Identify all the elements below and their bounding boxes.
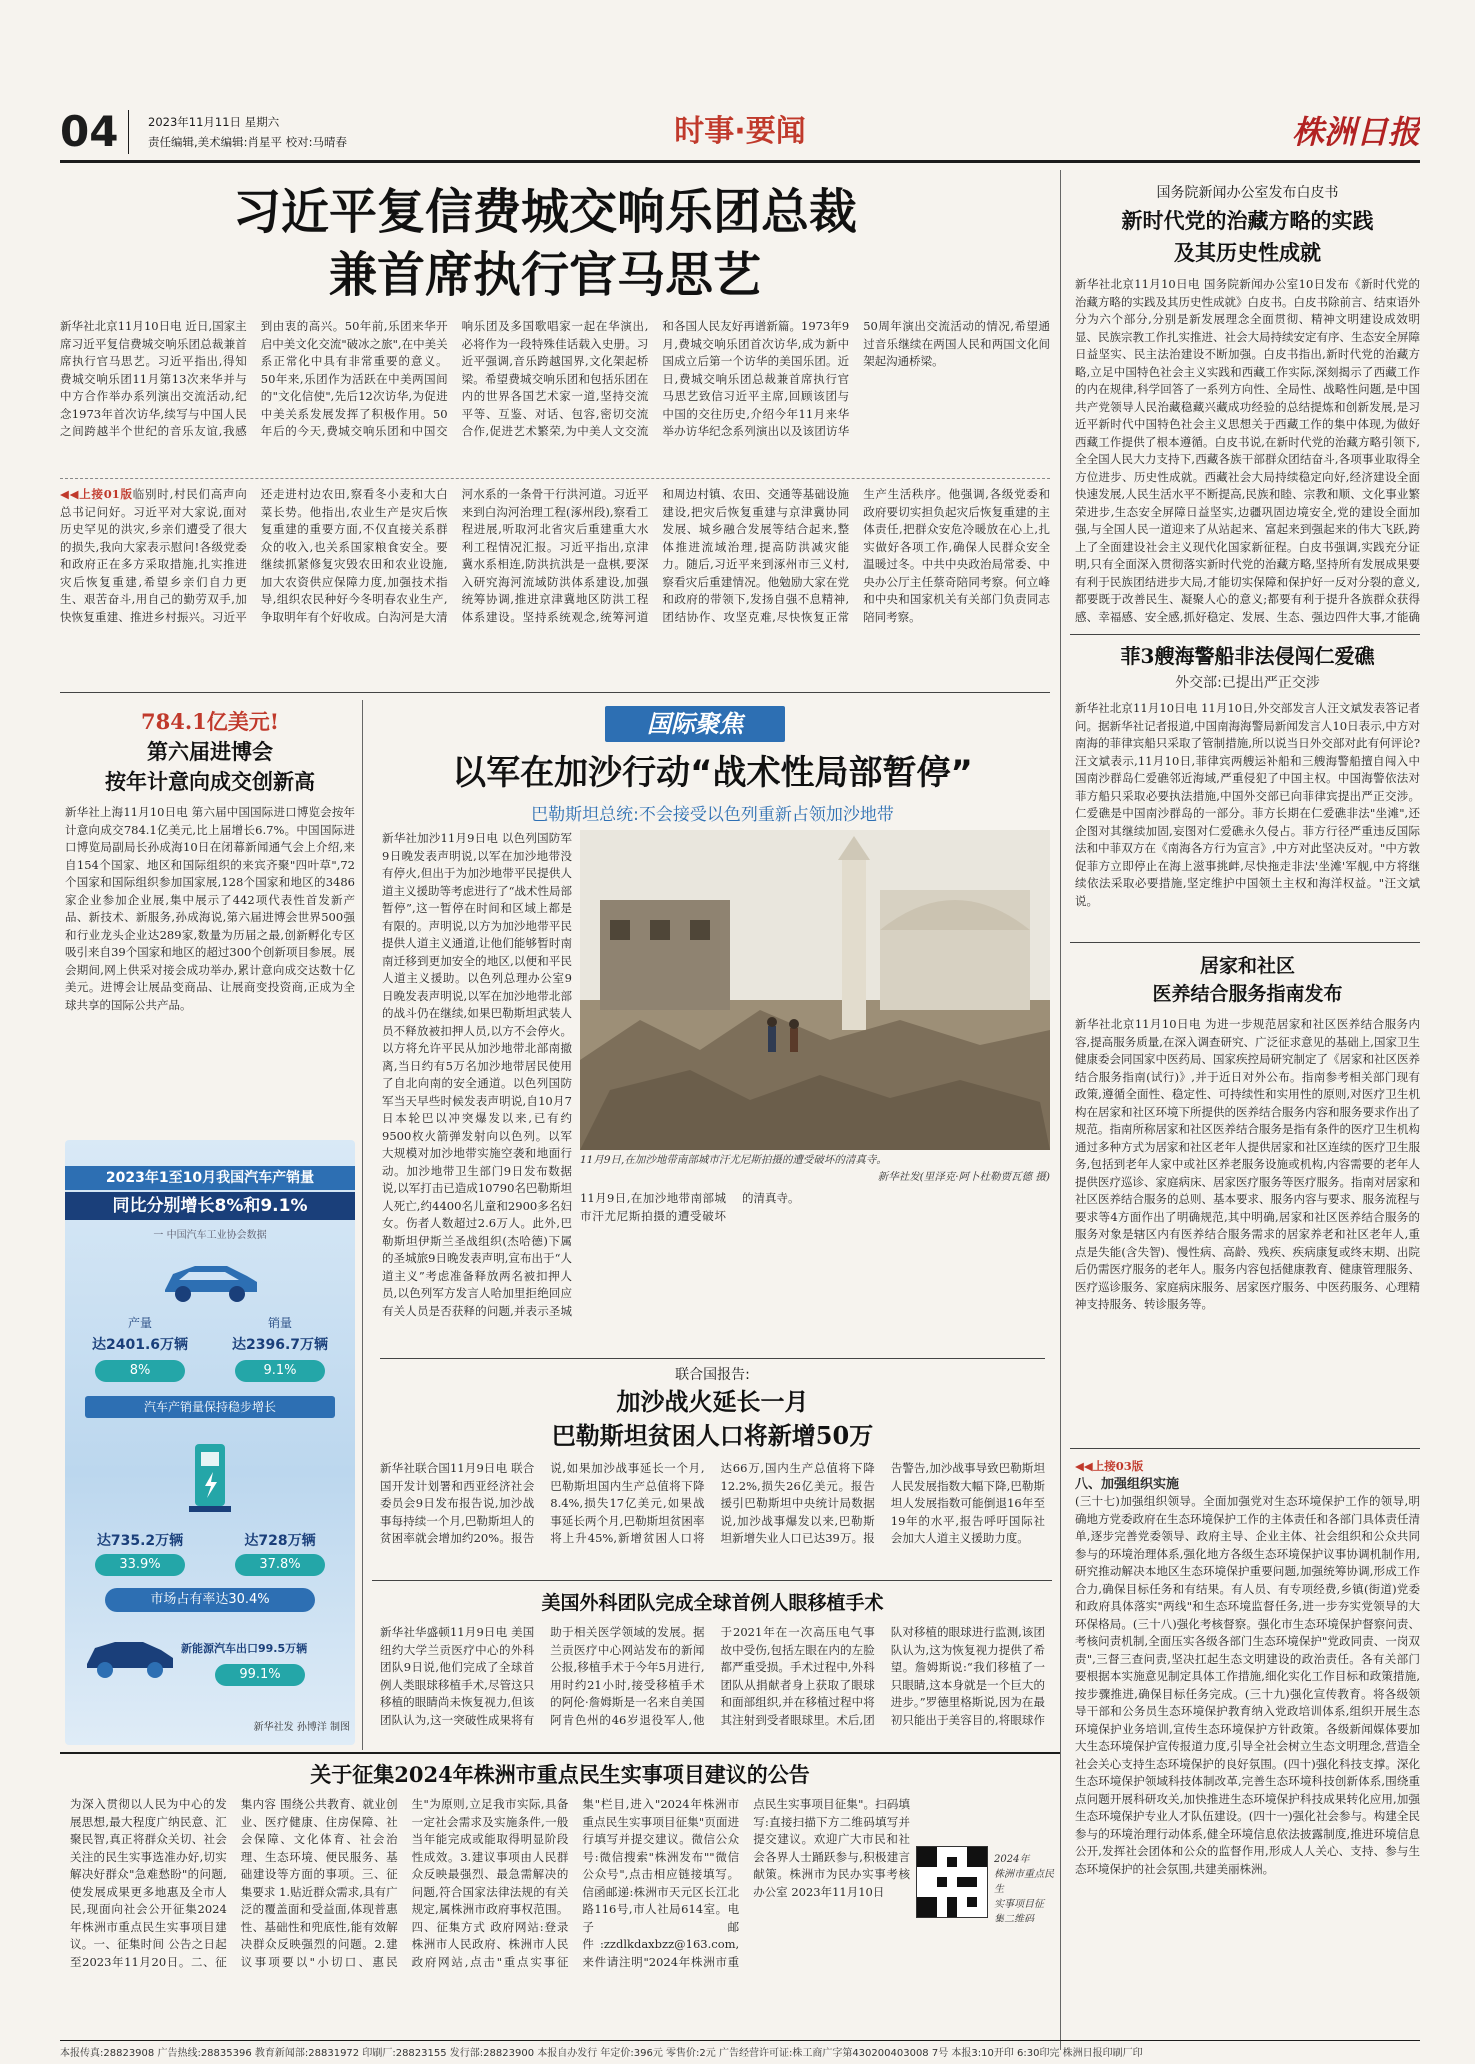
sales-value: 达2396.7万辆 <box>231 1337 329 1353</box>
nev-sales-growth: 37.8% <box>235 1554 325 1576</box>
car-icon <box>155 1258 265 1304</box>
car-infographic-title2: 同比分别增长8%和9.1% <box>65 1192 355 1220</box>
production-label: 产量 <box>127 1316 152 1330</box>
gaza-body: 新华社加沙11月9日电 以色列国防军9日晚发表声明说,以军在加沙地带没有停火,但出于为加沙地带平民提供人道主义援助等考虑进行了“战术性局部暂停”,这一暂停在时间和区域上都是有限的。声明说,以方为加沙地带平民提供人道主义通道,让他们能够暂时南南迁移到更加安全的地区,以便和平民人道主义援助。以色列总理办公室9日晚发表声明说,以军在加沙地带北部的战斗仍在继续,如果巴勒斯坦武装人员不释放被扣押人员,以方不会停火。以方将允许平民从加沙地带北部南撤离,当日约有5万名加沙地带居民使用了自北向南的安全通道。以色列国防军当天早些时候发表声明说,自10月7日本轮巴以冲突爆发以来,已有约9500枚火箭弹发射向以色列。以军大规模对加沙地带实施空袭和地面行动。加沙地带卫生部门9日发布数据说,以军打击已造成10790名巴勒斯坦人死亡,约4400名儿童和2900多名妇女。伤者人数超过2.6万人。此外,巴勒斯坦伊斯兰圣战组织(杰哈德)下属的圣城旅9日晚发表声明,宣布出于“人道主义”考虑准备释放两名被扣押人员,以色列军方发言人哈加里拒绝回应有关人员是否获释的问题,并表示圣城 <box>382 831 572 1318</box>
philippines-body: 新华社北京11月10日电 11月10日,外交部发言人汪文斌发表答记者问。据新华社记者报道,中国南海海警局新闻发言人10日表示,中方对南海的菲律宾船只采取了管制措施,所以说当日外交部对此有何评论?汪文斌表示,11月10日,菲律宾两艘运补船和三艘海警船擅自闯入中国南沙群岛仁爱礁邻近海域,严重侵犯了中国主权。中国海警依法对菲方船只采取必要执法措施,中国外交部已向菲律宾提出严正交涉。仁爱礁是中国南沙群岛的一部分。菲方长期在仁爱礁非法"坐滩",还企图对其继续加固,妄图对仁爱礁永久侵占。菲方行径严重违反国际法和中菲双方在《南海各方行为宣言》,中方对此坚决反对。"中方敦促菲方立即停止在海上滋事挑衅,尽快拖走非法'坐滩'军舰,中方将继续依法采取必要措施,坚定维护中国领土主权和海洋权益。"汪文斌说。 <box>1075 701 1420 908</box>
expo-body: 新华社上海11月10日电 第六届中国国际进口博览会按年计意向成交784.1亿美元,比上届增长6.7%。中国国际进口博览局副局长孙成海10日在闭幕新闻通气会上介绍,来自154个国家、地区和国际组织的来宾齐聚"四叶草",72个国家和国际组织参加国家展,128个国家和地区的3486家企业参加企业展,集中展示了442项代表性首发新产品、新技术、新服务,孙成海说,第六届进博会世界500强和行业龙头企业达289家,数量为历届之最,创新孵化专区吸引来自39个国家和地区的超过300个创新项目参展。展会期间,网上供采对接会成功举办,累计意向成交达数十亿美元。进博会让展品变商品、让展商变投资商,正成为全球共享的国际公共产品。 <box>65 805 355 1012</box>
whitepaper-title-line2: 及其历史性成就 <box>1174 241 1321 265</box>
eldercare-title-line2: 医养结合服务指南发布 <box>1152 983 1343 1005</box>
eye-transplant-title: 美国外科团队完成全球首例人眼移植手术 <box>541 1592 884 1614</box>
nev-export-growth: 99.1% <box>215 1664 305 1686</box>
export-car-icon <box>79 1634 179 1680</box>
mosque-ruins-photo <box>580 830 1050 1150</box>
production-value: 达2401.6万辆 <box>91 1337 189 1353</box>
car-infographic-source: 一 中国汽车工业协会数据 <box>153 1230 267 1241</box>
article-xi-title-line2: 兼首席执行官马思艺 <box>328 247 761 303</box>
issue-date: 2023年11月11日 星期六 <box>148 115 280 129</box>
sales-growth: 9.1% <box>235 1360 325 1382</box>
nev-export: 新能源汽车出口99.5万辆 <box>181 1642 308 1655</box>
gaza-body-continued: 11月9日,在加沙地带南部城市汗尤尼斯拍摄的遭受破坏的清真寺。 <box>580 1191 800 1223</box>
car-infographic <box>65 1140 355 1745</box>
article-xi-body: 新华社北京11月10日电 近日,国家主席习近平复信费城交响乐团总裁兼首席执行官马思艺。习近平指出,得知费城交响乐团11月第13次来华并与中方合作举办系列演出交流活动,纪念1973年首次访华,续写与中国人民之间跨越半个世纪的音乐友谊,我感到由衷的高兴。50年前,乐团来华开启中美文化交流"破冰之旅",在中美关系正常化中具有非常重要的意义。50年来,乐团作为活跃在中美两国间的"文化信使",先后12次访华,为促进中美关系发展发挥了积极作用。50年后的今天,费城交响乐团和中国交响乐团及多国歌唱家一起在华演出,必将作为一段特殊佳话载入史册。习近平强调,音乐跨越国界,文化架起桥梁。希望费城交响乐团和包括乐团在内的世界各国艺术家一道,坚持交流平等、互鉴、对话、包容,密切交流合作,促进艺术繁荣,为中美人文交流和各国人民友好再谱新篇。1973年9月,费城交响乐团首次访华,成为新中国成立后第一个访华的美国乐团。近日,费城交响乐团总裁兼首席执行官马思艺致信习近平主席,回顾该团与中国的交往历史,介绍今年11月来华举办访华纪念系列演出以及该团访华50周年演出交流活动的情况,希望通过音乐继续在两国人民和两国文化间架起沟通桥梁。 <box>60 319 1050 438</box>
editors: 责任编辑,美术编辑:肖星平 校对:马晴春 <box>148 135 348 149</box>
philippines-subtitle: 外交部:已提出严正交涉 <box>1175 675 1320 691</box>
whitepaper-title-line1: 新时代党的治藏方略的实践 <box>1121 209 1374 233</box>
expo-title-line2: 按年计意向成交创新高 <box>105 769 315 794</box>
philippines-title: 菲3艘海警船非法侵闯仁爱礁 <box>1120 644 1375 668</box>
footer-info: 本报传真:28823908 广告热线:28835396 教育新闻部:28831972 印刷厂:28823155 发行部:28823900 本报自办发行 年定价:396元 零售价:2元 广告经营许可证:株工商广字第430200403008 7号 本报3:10开印 6:30印完 株洲日报印刷厂印 <box>60 2048 1143 2059</box>
charging-pile-icon <box>175 1436 245 1516</box>
sales-label: 销量 <box>267 1316 292 1330</box>
nev-production-growth: 33.9% <box>95 1554 185 1576</box>
gaza-subtitle: 巴勒斯坦总统:不会接受以色列重新占领加沙地带 <box>531 805 894 824</box>
notice-body: 为深入贯彻以人民为中心的发展思想,最大程度广纳民意、汇聚民智,真正将群众关切、社会关注的民生实事选准办好,切实解决好群众"急难愁盼"的问题,使发展成果更多地惠及全市人民,现面向社会公开征集2024年株洲市重点民生实事项目建议。一、征集时间 公告之日起至2023年11月20日。二、征集内容 围绕公共教育、就业创业、医疗健康、住房保障、社会保障、文化体育、社会治理、生态环境、便民服务、基础建设等方面的事项。三、征集要求 1.贴近群众需求,具有广泛的覆盖面和受益面,体现普惠性、基础性和兜底性,能有效解决群众反映强烈的问题。2.建议事项要以"小切口、惠民生"为原则,立足我市实际,具备一定社会需求及实施条件,一般当年能完成或能取得明显阶段性成效。3.建议事项由人民群众反映最强烈、最急需解决的问题,符合国家法律法规的有关规定,属株洲市政府事权范围。四、征集方式 政府网站:登录株洲市人民政府、株洲市人民政府网站,点击"重点实事征集"栏目,进入"2024年株洲市重点民生实事项目征集"页面进行填写并提交建议。微信公众号:微信搜索"株洲发布""微信公众号",点击相应链接填写。信函邮递:株洲市天元区长江北路116号,市人社局614室。电子邮件:zzdlkdaxbzz@163.com,来件请注明"2024年株洲市重点民生实事项目征集"。扫码填写:直接扫描下方二维码填写并提交建议。欢迎广大市民和社会各界人士踊跃参与,积极建言献策。株洲市为民办实事考核办公室 2023年11月10日 <box>70 1797 910 1969</box>
qr-caption: 2024年 株洲市重点民生 实事项目征 集二维码 <box>994 1854 1054 1922</box>
un-report-kicker: 联合国报告: <box>675 1367 750 1383</box>
nev-sales-value: 达728万辆 <box>244 1533 316 1549</box>
page-number: 04 <box>60 108 119 156</box>
photo-caption: 11月9日,在加沙地带南部城市汗尤尼斯拍摄的遭受破坏的清真寺。 新华社发(里泽克·阿卜杜勒贾瓦德 摄) <box>580 1154 1050 1183</box>
expo-title-highlight: 784.1亿美元! <box>141 709 279 734</box>
gaza-title: 以军在加沙行动“战术性局部暂停” <box>452 753 973 793</box>
steady-growth-banner: 汽车产销量保持稳步增长 <box>85 1396 335 1418</box>
whitepaper-kicker: 国务院新闻办公室发布白皮书 <box>1156 185 1339 201</box>
un-report-title-line1: 加沙战火延长一月 <box>616 1387 809 1416</box>
continuation-ecology: ◀◀上接03版 八、加强组织实施 (三十七)加强组织领导。全面加强党对生态环境保护工作的领导,明确地方党委政府在生态环境保护工作的主体责任和各部门具体责任清单,逐步完善党委领导、政府主导、企业主体、社会组织和公众共同参与的环境治理体系,强化地方各级生态环境保护议事协调机制作用,研究推动解决本地区生态环境保护重要问题,加强统筹协调,形成工作合力,确保目标任务和有结果。有人员、有专项经费,乡镇(街道)党委和政府具体落实"两线"和生态环境监督任务,进一步夯实党领导的大环保格局。(三十八)强化考核督察。强化市生态环境保护督察问责、考核问责机制,全面压实各级各部门生态环境保护"党政同责、一岗双责",三督三查问责,坚决扛起生态文明建设的政治责任。各有关部门要根据本实施意见制定具体工作措施,细化实化工作目标和政策措施,按步骤推进,确保目标任务完成。(三十九)强化宣传教育。将各级领导干部和公务员生态环境保护教育纳入党政培训体系,组织开展生态环境保护业务培训,宣传生态环境保护方针政策。各级新闻媒体要加大生态环境保护宣传报道力度,引导全社会树立生态文明理念,营造全社会关心支持生态环境保护的良好氛围。(四十)强化科技支撑。深化生态环境保护领域科技体制改革,完善生态环境科技创新体系,围绕重点问题开展科研攻关,加快推进生态环境保护科技成果转化应用,加强生态环境保护专业人才队伍建设。(四十一)强化社会参与。构建全民参与的环境治理行动体系,健全环境信息依法披露制度,推进环境信息公开,发挥社会团体和公众的监督作用,形成人人关心、支持、参与生态环境保护的社会氛围,共建美丽株洲。 <box>1075 1459 1420 1876</box>
article-xi-title-line1: 习近平复信费城交响乐团总裁 <box>232 184 857 240</box>
expo-title-line1: 第六届进博会 <box>147 739 273 764</box>
un-report-title-line2: 巴勒斯坦贫困人口将新增50万 <box>551 1421 874 1450</box>
infographic-credit: 新华社发 孙博洋 制图 <box>253 1722 350 1733</box>
un-report-body: 新华社联合国11月9日电 联合国开发计划署和西亚经济社会委员会9日发布报告说,加沙战事每持续一个月,巴勒斯坦人的贫困率就会增加约20%。报告说,如果加沙战事延长一个月,巴勒斯坦国内生产总值将下降8.4%,损失17亿美元,如果战事延长两个月,巴勒斯坦贫困率将上升45%,新增贫困人口将达66万,国内生产总值将下降12.2%,损失26亿美元。报告援引巴勒斯坦中央统计局数据说,加沙战事爆发以来,巴勒斯坦新增失业人口已达39万。报告警告,加沙战事导致巴勒斯坦人民发展指数大幅下降,巴勒斯坦人发展指数可能倒退16年至19年的水平,报告呼吁国际社会加大人道主义援助力度。 <box>380 1461 1045 1545</box>
qr-code[interactable] <box>916 1846 988 1918</box>
nev-production-value: 达735.2万辆 <box>96 1533 184 1549</box>
international-focus-banner: 国际聚焦 <box>605 706 785 742</box>
newspaper-logo: 株洲日报 <box>1291 113 1420 151</box>
notice-title: 关于征集2024年株洲市重点民生实事项目建议的公告 <box>310 1762 810 1787</box>
car-infographic-title1: 2023年1至10月我国汽车产销量 <box>65 1166 355 1190</box>
eye-transplant-body: 新华社华盛顿11月9日电 美国纽约大学兰贡医疗中心的外科团队9日说,他们完成了全球首例人类眼球移植手术,尽管这只移植的眼睛尚未恢复视力,但该团队认为,这一突破性成果将有助于相关医学领域的发展。据兰贡医疗中心网站发布的新闻公报,移植手术于今年5月进行,用时约21小时,接受移植手术的阿伦·詹姆斯是一名来自美国阿肯色州的46岁退役军人,他于2021年在一次高压电气事故中受伤,包括左眼在内的左脸都严重受损。手术过程中,外科团队从捐献者身上获取了眼球和面部组织,并在移植过程中将其注射到受者眼球里。术后,团队对移植的眼球进行监测,该团队认为,这为恢复视力提供了希望。詹姆斯说:“我们移植了一只眼睛,这本身就是一个巨大的进步。”罗德里格斯说,因为在最初只能出于美容目的,将眼球作 <box>380 1625 1045 1727</box>
market-share: 市场占有率达30.4% <box>105 1588 315 1612</box>
section-title: 时事·要闻 <box>674 114 806 149</box>
whitepaper-body: 新华社北京11月10日电 国务院新闻办公室10日发布《新时代党的治藏方略的实践及其历史性成就》白皮书。白皮书除前言、结束语外分为六个部分,分别是新发展理念全面贯彻、精神文明建设成效明显、民族宗教工作扎实推进、社会大局持续安定有序、生态安全屏障日益坚实、民主法治建设不断加强。白皮书指出,新时代党的治藏方略,立足中国特色社会主义实践和西藏工作实际,深刻揭示了西藏工作的内在规律,科学回答了一系列方向性、全局性、战略性问题,是中国共产党领导人民治藏稳藏兴藏成功经验的总结提炼和创新发展,是习近平新时代中国特色社会主义思想关于西藏工作的集中体现,为做好西藏工作提供了根本遵循。白皮书说,在新时代党的治藏方略引领下,全全国人民大力支持下,西藏各族干部群众团结奋斗,各项事业取得全方位进步、历史性成就。西藏社会大局持续稳定向好,经济建设全面快速发展,人民生活水平不断提高,民族和睦、宗教和顺、文化事业繁荣进步,生态安全屏障日益坚实,边疆巩固边境安全,党的建设全面加强,与全国人民一道迎来了从站起来、富起来到强起来的伟大飞跃,跨上了全面建设社会主义现代化国家新征程。白皮书强调,实践充分证明,只有全面深入贯彻落实新时代党的治藏方略,坚持所有发展成果要有利于民族团结进步大局,才能切实保障和保护好一反对分裂的意义,都要既于改善民生、凝聚人心的意义;都要有利于提升各族群众获得感、幸福感、安全感,抓好稳定、发展、生态、强边四件大事,才能确 <box>1075 277 1420 624</box>
production-growth: 8% <box>95 1360 185 1382</box>
eldercare-body: 新华社北京11月10日电 为进一步规范居家和社区医养结合服务内容,提高服务质量,在深入调查研究、广泛征求意见的基础上,国家卫生健康委会同国家中医药局、国家疾控局研究制定了《居家和社区医养结合服务指南(试行)》,并于近日对外公布。指南参考相关部门现有政策,遵循全面性、稳定性、可持续性和实用性的原则,对医疗卫生机构在居家和社区环境下所提供的医养结合服务内容和服务要求作出了规范。指南所称居家和社区医养结合服务是指有条件的医疗卫生机构通过多种方式为居家和社区老年人提供居家和社区连续的医疗卫生服务,包括到老年人家中或社区养老服务设施或机构,内容需要的老年人提供医疗巡诊、家庭病床、居家医疗服务等医疗服务。指南对居家和社区医养结合服务的总则、基本要求、服务内容与要求、服务流程与要求等4方面作出了明确规范,其中明确,居家和社区医养结合服务的服务对象是辖区内有医养结合服务需求的居家养老和社区老年人,重点是失能(含失智)、慢性病、高龄、残疾、疾病康复或终末期、出院后仍需医疗服务的老年人。服务内容包括健康教育、健康管理服务、医疗巡诊服务、家庭病床服务、居家医疗服务、中医药服务、心理精神支持服务、转诊服务等。 <box>1075 1017 1420 1311</box>
continuation-inspection: ◀◀上接01版临别时,村民们高声向总书记问好。习近平对大家说,面对历史罕见的洪灾,乡亲们遭受了很大的损失,我向大家表示慰问!各级党委和政府正在多方采取措施,扎实推进灾后恢复重建,希望乡亲们自力更生、艰苦奋斗,用自己的勤劳双手,加快恢复重建、推进乡村振兴。习近平还走进村边农田,察看冬小麦和大白菜长势。他指出,农业生产是灾后恢复重建的重要方面,不仅直接关系群众的收入,也关系国家粮食安全。要继续抓紧修复灾毁农田和农业设施,加大农资供应保障力度,加强技术指导,组织农民种好今冬明春农业生产,争取明年有个好收成。白沟河是大清河水系的一条骨干行洪河道。习近平来到白沟河治理工程(涿州段),察看工程进展,听取河北省灾后重建重大水利工程情况汇报。习近平指出,京津冀水系相连,防洪抗洪是一盘棋,要深入研究海河流域防洪体系建设,加强统筹协调,推进京津冀地区防洪工程体系建设。坚持系统观念,统筹河道和周边村镇、农田、交通等基础设施建设,把灾后恢复重建与京津冀协同发展、城乡融合发展等结合起来,整体推进流域治理,提高防洪减灾能力。随后,习近平来到涿州市三义村,察看灾后重建情况。他勉励大家在党和政府的带领下,发扬自强不息精神,团结协作、攻坚克难,尽快恢复正常生产生活秩序。他强调,各级党委和政府要切实担负起灾后恢复重建的主体责任,把群众安危冷暖放在心上,扎实做好各项工作,确保人民群众安全温暖过冬。中共中央政治局常委、中央办公厅主任蔡奇陪同考察。何立峰和中央和国家机关有关部门负责同志陪同考察。 <box>60 487 1050 624</box>
eldercare-title-line1: 居家和社区 <box>1199 955 1295 977</box>
